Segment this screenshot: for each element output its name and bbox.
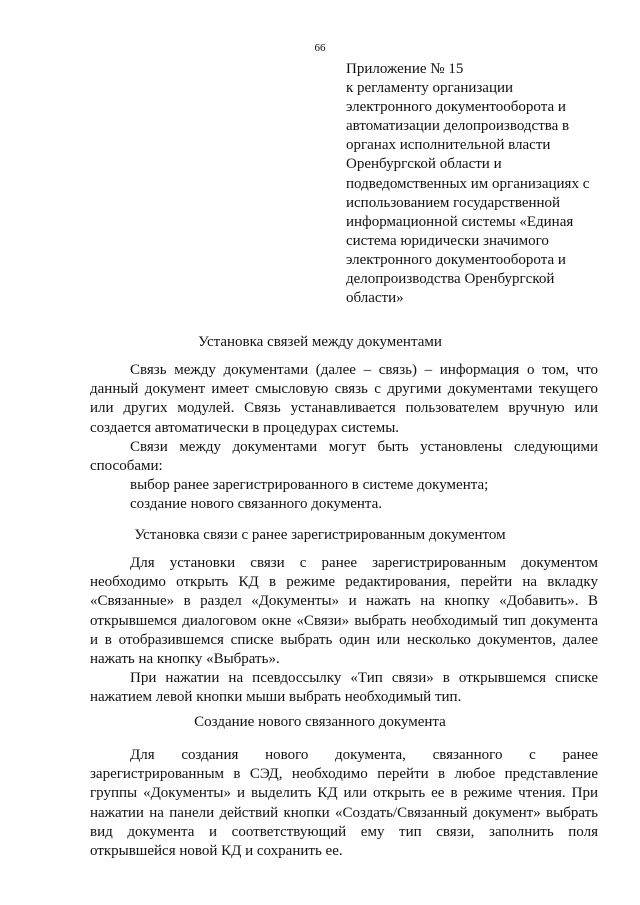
paragraph-links-methods: Связи между документами могут быть установлены следующими способами: <box>90 439 598 475</box>
list-item-select-existing: выбор ранее зарегистрированного в системе документа; <box>130 477 489 493</box>
section-heading-new-document: Создание нового связанного документа <box>194 714 446 730</box>
appendix-line: электронного документооборота и <box>346 99 566 116</box>
appendix-line: информационной системы «Единая <box>346 213 574 230</box>
appendix-line: Приложение № 15 <box>346 61 464 77</box>
appendix-header <box>346 60 606 308</box>
appendix-line: система юридически значимого <box>346 232 549 249</box>
page-number: 66 <box>314 42 326 54</box>
appendix-line: делопроизводства Оренбургской <box>346 271 555 288</box>
appendix-line: органах исполнительной власти <box>346 137 551 154</box>
section-heading-existing-link: Установка связи с ранее зарегистрированным документом <box>134 527 506 543</box>
section-heading-links: Установка связей между документами <box>198 334 442 350</box>
appendix-line: к регламенту организации <box>346 80 514 97</box>
appendix-line: области» <box>346 290 404 307</box>
paragraph-existing-link-steps: Для установки связи с ранее зарегистрированным документом необходимо открыть КД в режиме редактирования, перейти на вкладку «Связанные» в раздел «Документы» и нажать на кнопку «Добавить». В открывшемся диалоговом окне «Связи» выбрать необходимый тип документа и в отобразившемся списке выбрать один или несколько документов, далее нажать на кнопку «Выбрать». <box>90 555 598 668</box>
paragraph-link-type: При нажатии на псевдоссылку «Тип связи» в открывшемся списке нажатием левой кнопки мыши выбрать необходимый тип. <box>90 670 598 706</box>
appendix-line: электронного документооборота и <box>346 251 566 268</box>
list-item-create-new: создание нового связанного документа. <box>130 496 383 512</box>
paragraph-links-definition: Связь между документами (далее – связь) – информация о том, что данный документ имеет смысловую связь с другими документами текущего или других модулей. Связь устанавливается пользователем вручную или создается автоматически в процедурах системы. <box>90 362 598 436</box>
appendix-line: автоматизации делопроизводства в <box>346 118 570 135</box>
appendix-line: Оренбургской области и <box>346 156 502 173</box>
appendix-line: подведомственных им организациях с <box>346 175 590 192</box>
paragraph-new-document-steps: Для создания нового документа, связанного с ранее зарегистрированным в СЭД, необходимо перейти в любое представление группы «Документы» и выделить КД или открыть ее в режиме чтения. При нажатии на панели действий кнопки «Создать/Связанный документ» выбрать вид документа и соответствующий ему тип связи, заполнить поля открывшейся новой КД и сохранить ее. <box>90 747 598 860</box>
appendix-line: использованием государственной <box>346 194 561 211</box>
